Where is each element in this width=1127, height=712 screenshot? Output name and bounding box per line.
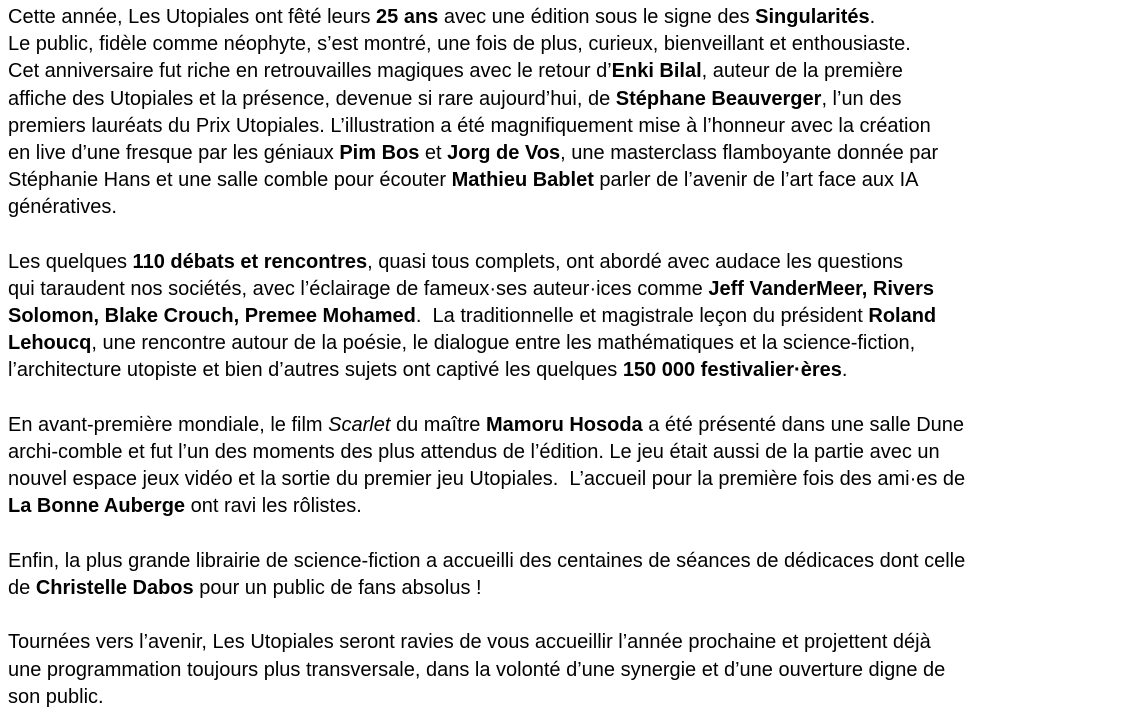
text-line: [8, 249, 1127, 276]
text-line: [8, 548, 1127, 575]
text-line: [8, 140, 1127, 167]
text-line: [8, 657, 1127, 684]
text-run: de: [8, 576, 36, 599]
text-run: pour un public de fans absolus !: [193, 576, 482, 599]
text-run: , une rencontre autour de la poésie, le dialogue entre les mathématiques et la science-fiction,: [91, 332, 916, 355]
text-run: Stéphane Beauverger: [615, 87, 822, 110]
text-run: Mamoru Hosoda: [486, 413, 643, 436]
text-line: [8, 493, 1127, 520]
text-run: Tournées vers l’avenir, Les Utopiales seront ravies de vous accueillir l’année prochaine et projettent déjà: [8, 631, 931, 654]
text-line: [8, 194, 1127, 221]
paragraph: [8, 629, 1127, 711]
text-line: [8, 439, 1127, 466]
paragraph: [8, 412, 1127, 521]
paragraph: [8, 4, 1127, 222]
text-run: en live d’une fresque par les géniaux: [8, 141, 340, 164]
text-run: Enki Bilal: [611, 60, 702, 83]
text-run: nouvel espace jeux vidéo et la sortie du premier jeu Utopiales. L’accueil pour la première fois des ami·es de: [8, 468, 966, 491]
text-run: Scarlet: [328, 413, 391, 436]
text-run: 25 ans: [376, 6, 439, 28]
text-line: [8, 575, 1127, 602]
text-run: une programmation toujours plus transversale, dans la volonté d’une synergie et d’une ouverture digne de: [8, 658, 946, 681]
text-run: affiche des Utopiales et la présence, devenue si rare aujourd’hui, de: [8, 87, 616, 110]
text-run: l’architecture utopiste et bien d’autres sujets ont captivé les quelques: [8, 359, 623, 382]
text-line: [8, 303, 1127, 330]
text-line: [8, 330, 1127, 357]
text-line: [8, 629, 1127, 656]
text-run: parler de l’avenir de l’art face aux IA: [593, 169, 919, 192]
text-run: Cet anniversaire fut riche en retrouvailles magiques avec le retour d’: [8, 60, 612, 83]
text-run: Lehoucq: [8, 332, 92, 355]
text-line: [8, 167, 1127, 194]
text-run: . La traditionnelle et magistrale leçon du président: [415, 305, 869, 328]
text-run: Jeff VanderMeer, Rivers: [708, 277, 935, 300]
text-line: [8, 357, 1127, 384]
text-line: [8, 4, 1127, 31]
text-run: et: [419, 141, 448, 164]
text-run: .: [869, 6, 876, 28]
text-run: Singularités: [755, 6, 870, 28]
text-run: premiers lauréats du Prix Utopiales. L’illustration a été magnifiquement mise à l’honneur avec la création: [8, 114, 931, 137]
text-run: Le public, fidèle comme néophyte, s’est montré, une fois de plus, curieux, bienveillant et enthousiaste.: [8, 33, 911, 56]
text-line: [8, 113, 1127, 140]
text-run: Roland: [868, 305, 937, 328]
text-run: Cette année, Les Utopiales ont fêté leurs: [8, 6, 377, 28]
text-run: avec une édition sous le signe des: [438, 6, 756, 28]
text-run: La Bonne Auberge: [8, 495, 186, 518]
text-run: En avant-première mondiale, le film: [8, 413, 329, 436]
paragraph: [8, 548, 1127, 602]
text-run: a été présenté dans une salle Dune: [642, 413, 965, 436]
text-run: ont ravi les rôlistes.: [185, 495, 362, 518]
text-run: 110 débats et rencontres: [132, 250, 368, 273]
document-body: [8, 4, 1127, 711]
text-run: , une masterclass flamboyante donnée par: [560, 141, 939, 164]
text-run: , auteur de la première: [701, 60, 903, 83]
text-run: Mathieu Bablet: [451, 169, 594, 192]
text-run: 150 000 festivalier·ères: [622, 359, 842, 382]
paragraph: [8, 249, 1127, 385]
text-line: [8, 276, 1127, 303]
text-line: [8, 31, 1127, 58]
text-run: archi-comble et fut l’un des moments des plus attendus de l’édition. Le jeu était aussi de la partie avec un: [8, 441, 940, 463]
text-run: , l’un des: [821, 87, 902, 110]
text-line: [8, 466, 1127, 493]
text-run: Enfin, la plus grande librairie de science-fiction a accueilli des centaines de séances de dédicaces dont celle: [8, 549, 966, 572]
text-run: Stéphanie Hans et une salle comble pour écouter: [8, 169, 452, 192]
text-run: Les quelques: [8, 250, 133, 273]
text-line: [8, 86, 1127, 113]
text-run: génératives.: [8, 196, 117, 219]
text-run: .: [841, 359, 848, 382]
text-run: du maître: [390, 413, 486, 436]
text-line: [8, 412, 1127, 439]
text-run: son public.: [8, 685, 104, 708]
text-line: [8, 684, 1127, 711]
text-run: Christelle Dabos: [35, 576, 194, 599]
text-run: , quasi tous complets, ont abordé avec audace les questions: [367, 250, 903, 273]
text-run: Solomon, Blake Crouch, Premee Mohamed: [8, 305, 416, 328]
text-run: qui taraudent nos sociétés, avec l’éclairage de fameux·ses auteur·ices comme: [8, 277, 709, 300]
text-run: Pim Bos: [339, 141, 420, 164]
text-run: Jorg de Vos: [447, 141, 561, 164]
text-line: [8, 58, 1127, 85]
